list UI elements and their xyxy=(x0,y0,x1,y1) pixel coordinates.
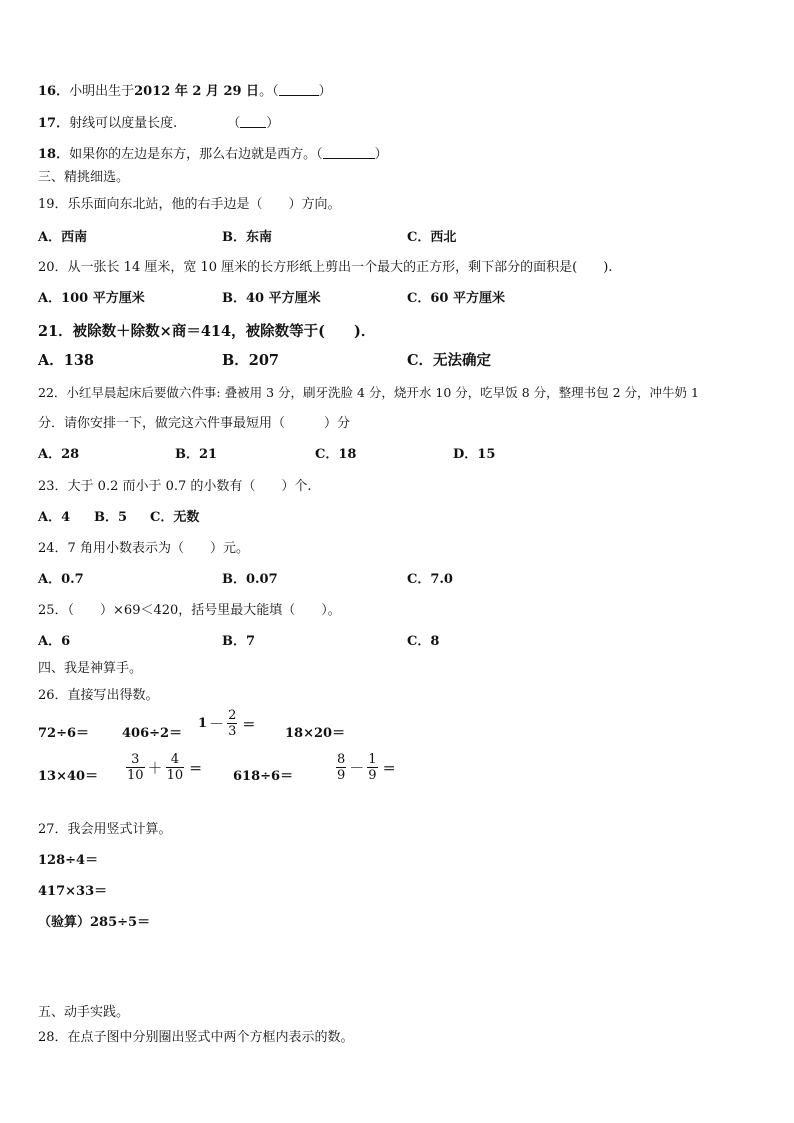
answer-blank[interactable] xyxy=(279,83,319,96)
option-b[interactable]: B．东南 xyxy=(222,230,272,245)
question-16: 16．小明出生于2012 年 2 月 29 日。（ ） xyxy=(38,84,332,99)
fraction: $\frac{1}{9}$ xyxy=(368,752,377,783)
question-24: 24．7 角用小数表示为（ ）元。 xyxy=(38,541,249,556)
question-22-line-2: 分．请你安排一下，做完这六件事最短用（ ）分 xyxy=(38,416,351,431)
fraction: $\frac{2}{3}$ xyxy=(228,708,237,739)
option-a[interactable]: A．4 xyxy=(38,510,71,525)
fraction: $\frac{4}{10}$ xyxy=(166,752,184,783)
option-d[interactable]: D．15 xyxy=(453,447,496,462)
calc-item-fraction: $\frac{8}{9}$ － $\frac{1}{9}$ ＝ xyxy=(337,752,396,783)
calc-item-fraction: $\frac{3}{10}$ ＋ $\frac{4}{10}$ ＝ xyxy=(127,752,203,783)
option-c[interactable]: C．7.0 xyxy=(407,572,453,587)
question-25: 25．（ ）×69＜420，括号里最大能填（ ）。 xyxy=(38,603,341,618)
section-4-heading: 四、我是神算手。 xyxy=(38,661,143,676)
option-b[interactable]: B．207 xyxy=(222,352,280,369)
calc-item: 417×33＝ xyxy=(38,884,108,899)
calc-item: 618÷6＝ xyxy=(233,769,294,784)
option-a[interactable]: A．西南 xyxy=(38,230,88,245)
calc-item: 13×40＝ xyxy=(38,769,99,784)
question-27-title: 27．我会用竖式计算。 xyxy=(38,822,172,837)
option-b[interactable]: B．7 xyxy=(222,634,256,649)
answer-blank[interactable] xyxy=(240,115,266,128)
option-b[interactable]: B．21 xyxy=(175,447,218,462)
option-a[interactable]: A．6 xyxy=(38,634,71,649)
question-19: 19．乐乐面向东北站，他的右手边是（ ）方向。 xyxy=(38,197,341,212)
option-c[interactable]: C．18 xyxy=(315,447,357,462)
question-28: 28．在点子图中分别圈出竖式中两个方框内表示的数。 xyxy=(38,1030,354,1045)
section-5-heading: 五、动手实践。 xyxy=(38,1005,130,1020)
answer-blank[interactable] xyxy=(323,146,375,159)
question-22-line-1: 22．小红早晨起床后要做六件事: 叠被用 3 分，刷牙洗脸 4 分，烧开水 10 分，吃早饭 8 分，整理书包 2 分，冲牛奶 1 xyxy=(38,385,699,400)
option-b[interactable]: B．5 xyxy=(94,510,128,525)
option-b[interactable]: B．0.07 xyxy=(222,572,278,587)
question-21: 21．被除数＋除数×商＝414，被除数等于( )． xyxy=(38,323,376,340)
calc-item: 72÷6＝ xyxy=(38,726,90,741)
question-20: 20．从一张长 14 厘米，宽 10 厘米的长方形纸上剪出一个最大的正方形，剩下部分的面积是( ). xyxy=(38,260,613,275)
fraction: $\frac{3}{10}$ xyxy=(127,752,144,783)
calc-item-fraction: 1 － $\frac{2}{3}$ ＝ xyxy=(198,708,256,739)
option-c[interactable]: C．无法确定 xyxy=(407,352,492,369)
section-3-heading: 三、精挑细选。 xyxy=(38,170,130,185)
question-23: 23．大于 0.2 而小于 0.7 的小数有（ ）个. xyxy=(38,479,312,494)
option-a[interactable]: A．100 平方厘米 xyxy=(38,291,145,306)
calc-item: 406÷2＝ xyxy=(122,726,183,741)
question-17: 17．射线可以度量长度. （ ） xyxy=(38,116,280,131)
option-a[interactable]: A．28 xyxy=(38,447,80,462)
fraction: $\frac{8}{9}$ xyxy=(337,752,346,783)
option-c[interactable]: C．8 xyxy=(407,634,440,649)
option-c[interactable]: C．无数 xyxy=(150,510,200,525)
option-c[interactable]: C．60 平方厘米 xyxy=(407,291,505,306)
calc-item: 18×20＝ xyxy=(285,726,346,741)
calc-item: （验算）285÷5＝ xyxy=(38,915,151,930)
calc-item: 128÷4＝ xyxy=(38,853,99,868)
question-18: 18．如果你的左边是东方，那么右边就是西方。（ ） xyxy=(38,147,388,162)
option-b[interactable]: B．40 平方厘米 xyxy=(222,291,321,306)
question-26-title: 26．直接写出得数。 xyxy=(38,688,159,703)
option-c[interactable]: C．西北 xyxy=(407,230,457,245)
option-a[interactable]: A．0.7 xyxy=(38,572,84,587)
option-a[interactable]: A．138 xyxy=(38,352,95,369)
